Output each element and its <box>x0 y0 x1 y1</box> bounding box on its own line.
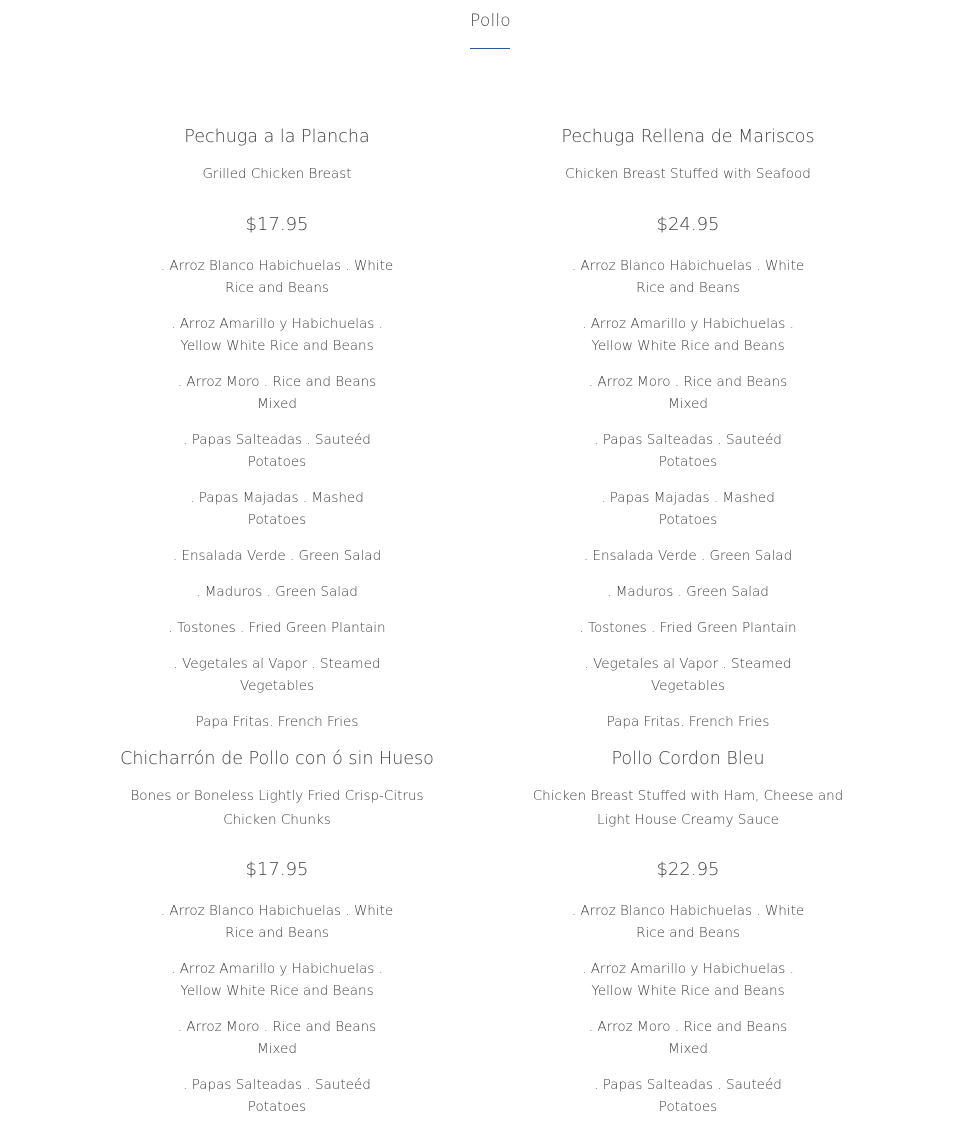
side-option: . Arroz Amarillo y Habichuelas . Yellow White Rice and Beans <box>171 315 383 354</box>
side-option: . Papas Majadas . Mashed Potatoes <box>190 489 364 528</box>
menu-item-title: Chicharrón de Pollo con ó sin Hueso <box>120 749 434 769</box>
side-option: . Arroz Moro . Rice and Beans Mixed <box>177 373 377 412</box>
side-option: . Vegetales al Vapor . Steamed Vegetables <box>173 655 381 694</box>
menu-item <box>117 126 437 747</box>
menu-item-title: Pechuga Rellena de Mariscos <box>561 127 815 147</box>
side-option: . Ensalada Verde . Green Salad <box>583 547 793 564</box>
menu-item-title: Pechuga a la Plancha <box>184 127 370 147</box>
side-option: . Arroz Amarillo y Habichuelas . Yellow White Rice and Beans <box>582 961 794 999</box>
side-option: Papa Fritas. French Fries <box>195 713 359 730</box>
side-option: . Arroz Moro . Rice and Beans Mixed <box>588 1019 788 1057</box>
side-options-list <box>528 255 848 733</box>
tab-active-indicator <box>470 48 510 49</box>
side-option: . Arroz Blanco Habichuelas . White Rice and Beans <box>571 257 805 296</box>
side-option: . Papas Majadas . Mashed Potatoes <box>601 489 775 528</box>
menu-item-title: Pollo Cordon Bleu <box>611 749 765 769</box>
side-option: . Arroz Moro . Rice and Beans Mixed <box>177 1019 377 1057</box>
menu-item-price: $17.95 <box>245 213 309 235</box>
menu-item-description: Chicken Breast Stuffed with Seafood <box>565 166 811 182</box>
menu-item-description: Grilled Chicken Breast <box>202 166 352 182</box>
menu-item-price: $22.95 <box>656 859 720 880</box>
side-option: . Arroz Blanco Habichuelas . White Rice and Beans <box>571 903 805 941</box>
side-option: . Arroz Amarillo y Habichuelas . Yellow White Rice and Beans <box>582 315 794 354</box>
side-option: . Papas Salteadas . Sauteéd Potatoes <box>594 1077 782 1115</box>
side-option: . Tostones . Fried Green Plantain <box>579 619 797 636</box>
side-option: . Arroz Blanco Habichuelas . White Rice and Beans <box>160 903 394 941</box>
side-option: . Maduros . Green Salad <box>196 583 358 600</box>
side-options-list <box>117 255 437 733</box>
side-options-list <box>528 900 848 1118</box>
side-option: . Arroz Moro . Rice and Beans Mixed <box>588 373 788 412</box>
menu-item <box>528 748 848 1132</box>
side-option: . Papas Salteadas . Sauteéd Potatoes <box>183 1077 371 1115</box>
side-option: . Arroz Blanco Habichuelas . White Rice and Beans <box>160 257 394 296</box>
menu-item-price: $17.95 <box>245 859 309 880</box>
side-option: . Papas Salteadas . Sauteéd Potatoes <box>183 431 371 470</box>
side-options-list <box>117 900 437 1118</box>
menu-item <box>117 748 437 1132</box>
side-option: . Maduros . Green Salad <box>607 583 769 600</box>
tab-pollo[interactable] <box>470 0 510 50</box>
menu-item-description: Chicken Breast Stuffed with Ham, Cheese and Light House Creamy Sauce <box>532 788 844 828</box>
side-option: . Arroz Amarillo y Habichuelas . Yellow White Rice and Beans <box>171 961 383 999</box>
tab-label: Pollo <box>470 11 511 31</box>
side-option: . Papas Salteadas . Sauteéd Potatoes <box>594 431 782 470</box>
side-option: Papa Fritas. French Fries <box>606 713 770 730</box>
side-option: . Tostones . Fried Green Plantain <box>168 619 386 636</box>
side-option: . Ensalada Verde . Green Salad <box>172 547 382 564</box>
menu-item-price: $24.95 <box>656 213 720 235</box>
side-option: . Vegetales al Vapor . Steamed Vegetables <box>584 655 792 694</box>
menu-item-description: Bones or Boneless Lightly Fried Crisp-Citrus Chicken Chunks <box>130 788 424 828</box>
menu-item <box>528 126 848 747</box>
